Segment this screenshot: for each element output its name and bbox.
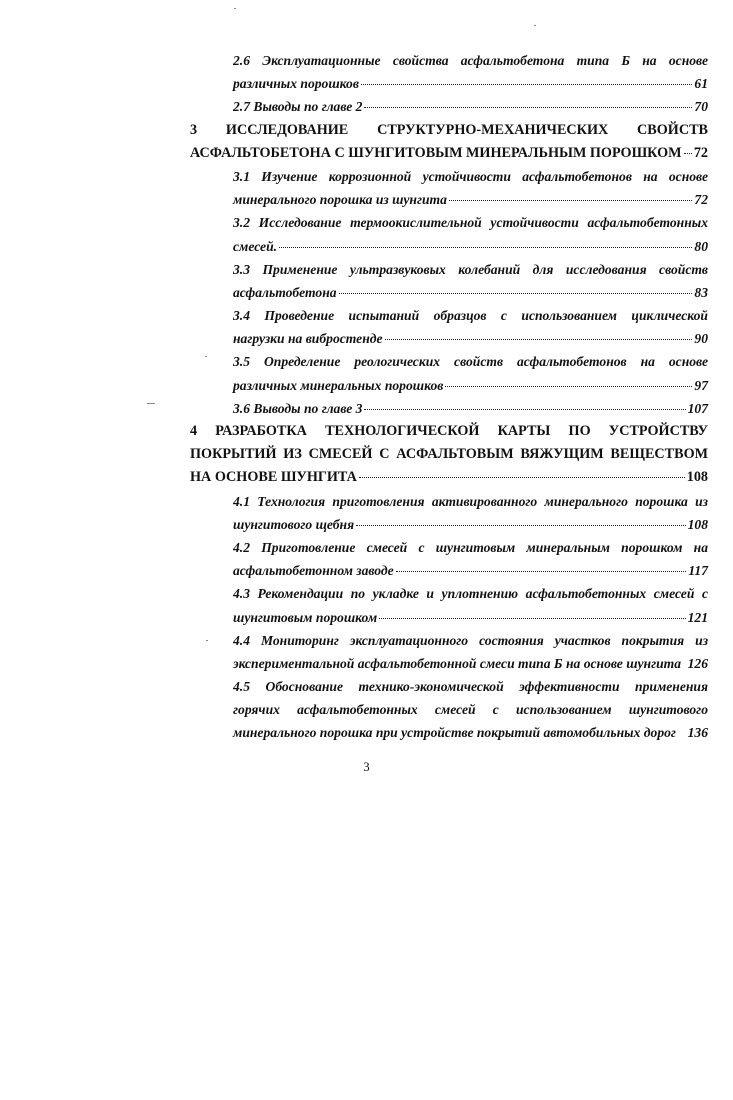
- toc-section: [233, 304, 708, 350]
- dot-leader: [445, 386, 692, 387]
- toc-entry-line: 3.1 Изучение коррозионной устойчивости асфальтобетонов на основе: [233, 168, 708, 184]
- toc-section: [233, 95, 708, 118]
- toc-entry-title: нагрузки на вибростенде: [233, 331, 383, 347]
- scan-speck: [206, 640, 208, 641]
- dot-leader: [361, 84, 692, 85]
- toc-entry-line: 4 РАЗРАБОТКА ТЕХНОЛОГИЧЕСКОЙ КАРТЫ ПО УСТРОЙСТВУ: [190, 423, 708, 439]
- toc-page-number: 117: [688, 563, 708, 579]
- toc-page-number: 61: [694, 76, 708, 92]
- toc-entry-title: АСФАЛЬТОБЕТОНА С ШУНГИТОВЫМ МИНЕРАЛЬНЫМ ПОРОШКОМ: [190, 144, 682, 161]
- toc-entry-last-line: [233, 397, 708, 420]
- toc-page-number: 72: [693, 144, 708, 161]
- toc-entry-title: минерального порошка из шунгита: [233, 192, 447, 208]
- toc-entry-line: 4.5 Обоснование технико-экономической эффективности применения: [233, 679, 708, 695]
- dot-leader: [385, 339, 693, 340]
- toc-section: [233, 258, 708, 304]
- toc-entry-title: асфальтобетонном заводе: [233, 563, 394, 579]
- toc-page-number: 108: [686, 469, 708, 486]
- toc-section: [233, 629, 708, 675]
- toc-page-number: 126: [687, 655, 708, 671]
- dot-leader: [279, 247, 692, 248]
- toc-section: [233, 49, 708, 95]
- toc-entry-title: различных порошков: [233, 76, 359, 92]
- toc-entry-line: 4.4 Мониторинг эксплуатационного состояния участков покрытия из: [233, 632, 708, 648]
- dot-leader: [396, 571, 687, 572]
- toc-page-number: 83: [694, 284, 708, 300]
- toc-entry-last-line: [233, 559, 708, 582]
- toc-page-number: 72: [694, 192, 708, 208]
- toc-entry-title: 3.6 Выводы по главе 3: [233, 400, 363, 416]
- toc-section: [233, 397, 708, 420]
- toc-entry-title: асфальтобетона: [233, 284, 337, 300]
- toc-entry-line: горячих асфальтобетонных смесей с использованием шунгитового: [233, 702, 708, 718]
- toc-entry-title: НА ОСНОВЕ ШУНГИТА: [190, 469, 357, 486]
- page-number: 3: [363, 760, 370, 774]
- toc-chapter: [190, 420, 708, 490]
- toc-entry-title: 2.7 Выводы по главе 2: [233, 99, 363, 115]
- toc-section: [233, 211, 708, 257]
- toc-page-number: 80: [694, 238, 708, 254]
- toc-entry-last-line: [233, 72, 708, 95]
- scan-speck: [147, 403, 155, 404]
- toc-entry-last-line: [233, 652, 708, 675]
- toc-section: [233, 582, 708, 628]
- toc-entry-line: 3.2 Исследование термоокислительной устойчивости асфальтобетонных: [233, 215, 708, 231]
- toc-entry-title: шунгитового щебня: [233, 516, 355, 532]
- toc-entry-line: 3.4 Проведение испытаний образцов с использованием циклической: [233, 308, 708, 324]
- toc-page-number: 136: [687, 725, 708, 741]
- toc-entry-title: шунгитовым порошком: [233, 609, 378, 625]
- toc-entry-last-line: [233, 95, 708, 118]
- toc-entry-line: 3 ИССЛЕДОВАНИЕ СТРУКТУРНО-МЕХАНИЧЕСКИХ СВОЙСТВ: [190, 121, 708, 138]
- dot-leader: [379, 618, 685, 619]
- dot-leader: [684, 153, 692, 154]
- toc-page-number: 70: [694, 99, 708, 115]
- toc-page-number: 121: [687, 609, 708, 625]
- toc-entry-line: ПОКРЫТИЙ ИЗ СМЕСЕЙ С АСФАЛЬТОВЫМ ВЯЖУЩИМ ВЕЩЕСТВОМ: [190, 446, 708, 463]
- toc-section: [233, 536, 708, 582]
- toc-entry-line: 3.3 Применение ультразвуковых колебаний для исследования свойств: [233, 261, 708, 277]
- toc-entry-line: 4.3 Рекомендации по укладке и уплотнению асфальтобетонных смесей с: [233, 586, 708, 602]
- toc-entry-title: минерального порошка при устройстве покрытий автомобильных дорог: [233, 725, 676, 741]
- toc-entry-last-line: [233, 374, 708, 397]
- toc-entry-last-line: [190, 466, 708, 489]
- toc-page-number: 97: [694, 377, 708, 393]
- toc-entry-last-line: [233, 188, 708, 211]
- toc-chapter: [190, 119, 708, 165]
- dot-leader: [359, 477, 685, 478]
- toc-section: [233, 490, 708, 536]
- toc-entry-last-line: [233, 281, 708, 304]
- toc-section: [233, 165, 708, 211]
- toc-page-number: 108: [687, 516, 708, 532]
- dot-leader: [339, 293, 693, 294]
- toc-entry-title: экспериментальной асфальтобетонной смеси типа Б на основе шунгита: [233, 655, 682, 671]
- scan-speck: [534, 25, 536, 26]
- toc-page-number: 107: [687, 400, 708, 416]
- dot-leader: [364, 107, 692, 108]
- dot-leader: [356, 525, 686, 526]
- toc-entry-last-line: [233, 513, 708, 536]
- toc-entry-title: различных минеральных порошков: [233, 377, 444, 393]
- toc-entry-last-line: [233, 327, 708, 350]
- toc-section: [233, 350, 708, 396]
- dot-leader: [364, 409, 685, 410]
- toc-entry-last-line: [233, 721, 708, 744]
- scan-speck: [205, 356, 207, 357]
- toc-entry-line: 4.1 Технология приготовления активированного минерального порошка из: [233, 493, 708, 509]
- dot-leader: [449, 200, 692, 201]
- toc-entry-line: 3.5 Определение реологических свойств асфальтобетонов на основе: [233, 354, 708, 370]
- toc-page-number: 90: [694, 331, 708, 347]
- toc-entry-line: 4.2 Приготовление смесей с шунгитовым минеральным порошком на: [233, 539, 708, 555]
- toc-section: [233, 675, 708, 745]
- toc-entry-title: смесей.: [233, 238, 278, 254]
- toc-entry-last-line: [233, 606, 708, 629]
- toc-entry-line: 2.6 Эксплуатационные свойства асфальтобетона типа Б на основе: [233, 53, 708, 68]
- table-of-contents: [190, 49, 708, 745]
- toc-entry-last-line: [233, 235, 708, 258]
- scan-speck: [234, 8, 236, 9]
- toc-entry-last-line: [190, 142, 708, 165]
